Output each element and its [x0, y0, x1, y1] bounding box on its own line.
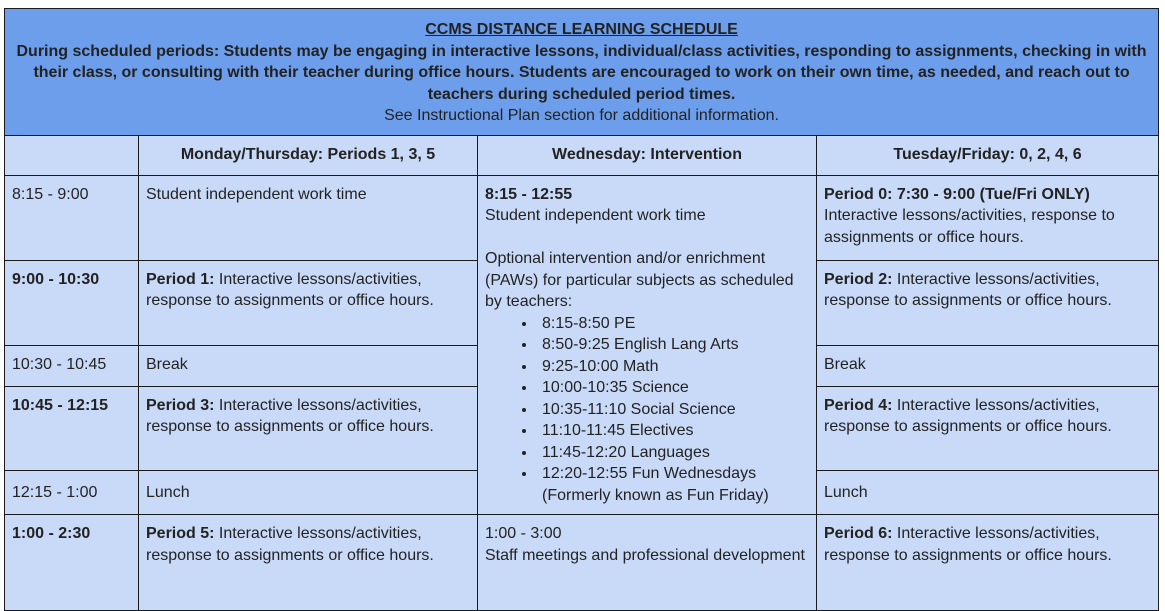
mon-thu-cell: [139, 386, 478, 470]
header-description: During scheduled periods: Students may be engaging in interactive lessons, individual/class activities, responding to assignments, checking in with their class, or consulting with their teacher during office hours. Students are encouraged to work on their own time, as needed, and reach out to teachers during scheduled period times.: [16, 42, 1147, 103]
time-cell: 9:00 - 10:30: [5, 260, 139, 345]
wednesday-time: 8:15 - 12:55: [485, 185, 573, 203]
list-item: • 12:20-12:55 Fun Wednesdays (Formerly known as Fun Friday): [537, 463, 809, 506]
cell-label: Period 4:: [824, 396, 893, 414]
cell-text: Interactive lessons/activities, response to assignments or office hours.: [824, 525, 1112, 564]
mon-thu-cell: [139, 175, 478, 260]
wednesday-afternoon-cell: [478, 515, 817, 611]
schedule-header: [5, 9, 1159, 136]
header-note: See Instructional Plan section for additional information.: [384, 107, 779, 124]
column-header-tue-fri: Tuesday/Friday: 0, 2, 4, 6: [817, 135, 1159, 175]
wednesday-cell: [478, 175, 817, 515]
mon-thu-cell: [139, 345, 478, 386]
list-item: • 10:00-10:35 Science: [537, 377, 809, 399]
list-item: • 11:10-11:45 Electives: [537, 420, 809, 442]
list-item: • 11:45-12:20 Languages: [537, 442, 809, 464]
cell-text: Interactive lessons/activities, response to assignments or office hours.: [146, 396, 434, 436]
cell-label: Period 1:: [146, 270, 215, 288]
intervention-list: [485, 313, 809, 507]
list-item: • 10:35-11:10 Social Science: [537, 399, 809, 421]
tue-fri-cell: [817, 260, 1159, 345]
list-item: • 8:50-9:25 English Lang Arts: [537, 334, 809, 356]
cell-text: Interactive lessons/activities, response to assignments or office hours.: [824, 270, 1112, 310]
cell-label: Period 3:: [146, 396, 215, 414]
tue-fri-cell: [817, 470, 1159, 514]
mon-thu-cell: [139, 515, 478, 611]
tue-fri-cell: [817, 345, 1159, 386]
cell-label: Period 2:: [824, 270, 893, 288]
cell-text: Interactive lessons/activities, response to assignments or office hours.: [824, 396, 1112, 436]
page-title: CCMS DISTANCE LEARNING SCHEDULE: [425, 21, 738, 38]
cell-text: Lunch: [824, 483, 868, 501]
cell-label: Period 5:: [146, 525, 215, 542]
cell-label: Period 6:: [824, 525, 893, 542]
cell-text: Interactive lessons/activities, response to assignments or office hours.: [146, 270, 434, 310]
mon-thu-cell: [139, 260, 478, 345]
cell-text: Interactive lessons/activities, response to assignments or office hours.: [824, 207, 1115, 246]
cell-label: Period 0: 7:30 - 9:00 (Tue/Fri ONLY): [824, 185, 1090, 203]
time-cell: 8:15 - 9:00: [5, 175, 139, 260]
wednesday-afternoon-text: Staff meetings and professional development: [485, 546, 805, 564]
schedule-table: [4, 8, 1159, 611]
wednesday-text: Student independent work time: [485, 207, 706, 224]
time-cell: 12:15 - 1:00: [5, 470, 139, 514]
cell-text: Interactive lessons/activities, response to assignments or office hours.: [146, 525, 434, 564]
tue-fri-cell: [817, 386, 1159, 470]
time-cell: 10:45 - 12:15: [5, 386, 139, 470]
list-item: • 8:15-8:50 PE: [537, 313, 809, 335]
column-header-mon-thu: Monday/Thursday: Periods 1, 3, 5: [139, 135, 478, 175]
cell-text: Break: [146, 355, 188, 373]
cell-text: Student independent work time: [146, 185, 367, 203]
column-header-time: [5, 135, 139, 175]
cell-text: Break: [824, 355, 866, 373]
wednesday-afternoon-time: 1:00 - 3:00: [485, 525, 562, 542]
mon-thu-cell: [139, 470, 478, 514]
time-cell: 1:00 - 2:30: [5, 515, 139, 611]
cell-text: Lunch: [146, 483, 190, 501]
tue-fri-cell: [817, 515, 1159, 611]
tue-fri-cell: [817, 175, 1159, 260]
column-header-wednesday: Wednesday: Intervention: [478, 135, 817, 175]
wednesday-optional: Optional intervention and/or enrichment (PAWs) for particular subjects as scheduled by teachers:: [485, 250, 794, 310]
time-cell: 10:30 - 10:45: [5, 345, 139, 386]
list-item: • 9:25-10:00 Math: [537, 356, 809, 378]
